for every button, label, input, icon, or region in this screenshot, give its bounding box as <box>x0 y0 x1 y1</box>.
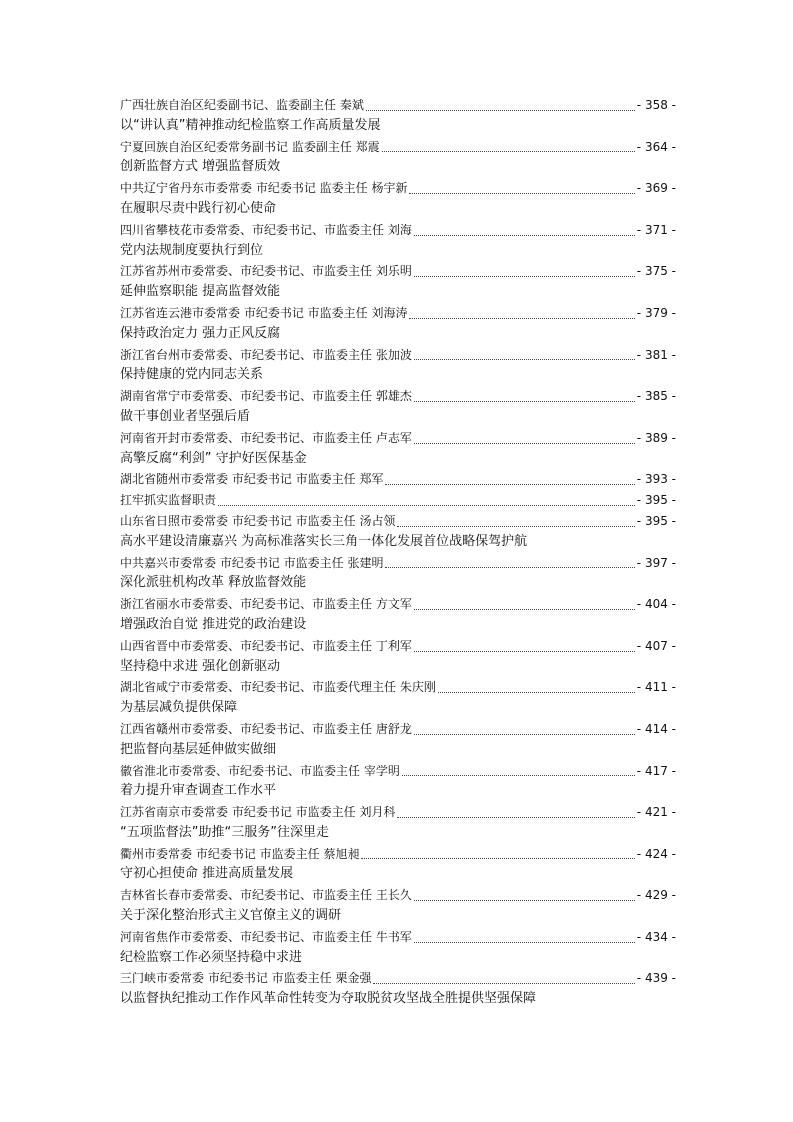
toc-title-entry[interactable]: 关于深化整治形式主义官僚主义的调研 <box>120 908 342 924</box>
dot-leader <box>414 400 635 402</box>
toc-entry-text: 四川省攀枝花市委常委、市纪委书记、市监委主任 刘海 <box>120 222 412 237</box>
toc-page-number: - 414 - <box>636 721 676 736</box>
toc-entry-text: 江苏省苏州市委常委、市纪委书记、市监委主任 刘乐明 <box>120 264 412 279</box>
toc-author-entry[interactable] <box>120 636 676 657</box>
toc-page-number: - 385 - <box>636 389 676 404</box>
dot-leader <box>414 358 635 360</box>
toc-entry-text: 中共辽宁省丹东市委常委 市纪委书记 监委主任 杨宇新 <box>120 181 408 196</box>
toc-entry-text: 河南省焦作市委常委、市纪委书记、市监委主任 牛书军 <box>120 929 412 944</box>
toc-page-number: - 379 - <box>636 305 676 320</box>
dot-leader <box>409 192 634 194</box>
toc-entry-text: 湖南省常宁市委常委、市纪委书记、市监委主任 郭雄杰 <box>120 389 412 404</box>
toc-page-number: - 407 - <box>636 638 676 653</box>
dot-leader <box>409 317 634 319</box>
toc-author-entry[interactable] <box>120 719 676 740</box>
dot-leader <box>414 899 635 901</box>
toc-entry-text: 山东省日照市委常委 市纪委书记 市监委主任 汤占领 <box>120 513 396 528</box>
toc-title-entry[interactable]: 高水平建设清廉嘉兴 为高标准落实长三角一体化发展首位战略保驾护航 <box>120 533 528 549</box>
toc-title-entry[interactable]: 深化派驻机构改革 释放监督效能 <box>120 575 307 591</box>
toc-page-number: - 411 - <box>636 680 676 695</box>
toc-author-entry[interactable] <box>120 553 676 574</box>
toc-page-number: - 429 - <box>636 888 676 903</box>
toc-entry-text: 徽省淮北市委常委、市纪委书记、市监委主任 宰学明 <box>120 763 400 778</box>
toc-author-entry[interactable] <box>120 303 676 324</box>
toc-author-entry[interactable] <box>120 968 676 989</box>
toc-page-number: - 434 - <box>636 929 676 944</box>
toc-author-entry[interactable] <box>120 345 676 366</box>
toc-page-number: - 381 - <box>636 347 676 362</box>
toc-title-entry[interactable]: 纪检监察工作必须坚持稳中求进 <box>120 949 303 965</box>
toc-author-entry[interactable] <box>120 885 676 906</box>
toc-author-entry[interactable] <box>120 178 676 199</box>
toc-author-entry[interactable] <box>120 594 676 615</box>
dot-leader <box>361 857 634 859</box>
toc-entry-text: 中共嘉兴市委常委 市纪委书记 市监委主任 张建明 <box>120 555 384 570</box>
toc-author-entry[interactable] <box>120 261 676 282</box>
toc-author-entry[interactable] <box>120 677 676 698</box>
toc-title-entry[interactable]: 增强政治自觉 推进党的政治建设 <box>120 616 307 632</box>
toc-entry-text: 河南省开封市委常委、市纪委书记、市监委主任 卢志军 <box>120 430 412 445</box>
toc-page-number: - 424 - <box>636 846 676 861</box>
toc-page-number: - 389 - <box>636 430 676 445</box>
dot-leader <box>385 566 634 568</box>
table-of-contents <box>120 95 676 1010</box>
toc-author-entry[interactable] <box>120 927 676 948</box>
toc-title-entry[interactable]: 创新监督方式 增强监督质效 <box>120 159 281 175</box>
toc-title-entry[interactable]: 坚持稳中求进 强化创新驱动 <box>120 658 281 674</box>
toc-author-entry[interactable] <box>120 428 676 449</box>
dot-leader <box>414 608 635 610</box>
toc-page-number: - 371 - <box>636 222 676 237</box>
toc-title-entry[interactable]: 以“讲认真”精神推动纪检监察工作高质量发展 <box>120 117 381 133</box>
toc-page-number: - 404 - <box>636 597 676 612</box>
toc-author-entry[interactable] <box>120 490 676 511</box>
toc-author-entry[interactable] <box>120 761 676 782</box>
toc-title-entry[interactable]: 在履职尽责中践行初心使命 <box>120 200 277 216</box>
toc-title-entry[interactable]: 以监督执纪推动工作作风革命性转变为夺取脱贫攻坚战全胜提供坚强保障 <box>120 991 537 1007</box>
toc-title-entry[interactable]: 着力提升审查调查工作水平 <box>120 783 277 799</box>
toc-author-entry[interactable] <box>120 220 676 241</box>
dot-leader <box>382 150 635 152</box>
toc-title-entry[interactable]: 党内法规制度要执行到位 <box>120 242 264 258</box>
toc-title-entry[interactable]: 高擎反腐“利剑” 守护好医保基金 <box>120 450 307 466</box>
toc-author-entry[interactable] <box>120 802 676 823</box>
toc-entry-text: 湖北省随州市委常委 市纪委书记 市监委主任 郑军 <box>120 472 384 487</box>
toc-title-entry[interactable]: 为基层减负提供保障 <box>120 700 238 716</box>
toc-title-entry[interactable]: “五项监督法”助推“三服务”往深里走 <box>120 824 329 840</box>
dot-leader <box>385 483 634 485</box>
toc-title-entry[interactable]: 保持健康的党内同志关系 <box>120 367 264 383</box>
toc-entry-text: 江苏省南京市委常委 市纪委书记 市监委主任 刘月科 <box>120 805 396 820</box>
toc-page-number: - 421 - <box>636 805 676 820</box>
dot-leader <box>414 941 635 943</box>
toc-entry-text: 湖北省咸宁市委常委、市纪委书记、市监委代理主任 朱庆刚 <box>120 680 436 695</box>
dot-leader <box>402 774 635 776</box>
toc-page-number: - 395 - <box>636 513 676 528</box>
toc-entry-text: 三门峡市委常委 市纪委书记 市监委主任 栗金强 <box>120 971 372 986</box>
dot-leader <box>218 504 635 506</box>
toc-page-number: - 395 - <box>636 493 676 508</box>
toc-page-number: - 417 - <box>636 763 676 778</box>
toc-author-entry[interactable] <box>120 511 676 532</box>
toc-page-number: - 439 - <box>636 971 676 986</box>
toc-entry-text: 浙江省丽水市委常委、市纪委书记、市监委主任 方文军 <box>120 597 412 612</box>
dot-leader <box>366 109 635 111</box>
toc-entry-text: 江苏省连云港市委常委 市纪委书记 市监委主任 刘海涛 <box>120 305 408 320</box>
dot-leader <box>373 982 634 984</box>
toc-entry-text: 宁夏回族自治区纪委常务副书记 监委副主任 郑震 <box>120 139 380 154</box>
toc-title-entry[interactable]: 延伸监察职能 提高监督效能 <box>120 284 281 300</box>
toc-title-entry[interactable]: 守初心担使命 推进高质量发展 <box>120 866 294 882</box>
dot-leader <box>414 275 635 277</box>
toc-page-number: - 358 - <box>636 98 676 112</box>
toc-title-entry[interactable]: 保持政治定力 强力正风反腐 <box>120 325 281 341</box>
toc-author-entry[interactable] <box>120 137 676 158</box>
toc-entry-text: 衢州市委常委 市纪委书记 市监委主任 蔡旭昶 <box>120 846 360 861</box>
dot-leader <box>414 234 635 236</box>
toc-author-entry[interactable] <box>120 469 676 490</box>
toc-entry-text: 广西壮族自治区纪委副书记、监委副主任 秦斌 <box>120 98 364 112</box>
toc-page-number: - 375 - <box>636 264 676 279</box>
toc-author-entry[interactable] <box>120 386 676 407</box>
toc-author-entry[interactable] <box>120 844 676 865</box>
dot-leader <box>397 816 634 818</box>
dot-leader <box>414 733 635 735</box>
toc-page-number: - 397 - <box>636 555 676 570</box>
toc-entry-text: 山西省晋中市委常委、市纪委书记、市监委主任 丁利军 <box>120 638 412 653</box>
toc-entry-text: 扛牢抓实监督职责 <box>120 493 217 508</box>
toc-author-entry[interactable] <box>120 95 676 116</box>
toc-page-number: - 393 - <box>636 472 676 487</box>
toc-entry-text: 吉林省长春市委常委、市纪委书记、市监委主任 王长久 <box>120 888 412 903</box>
toc-title-entry[interactable]: 把监督向基层延伸做实做细 <box>120 741 277 757</box>
toc-entry-text: 江西省赣州市委常委、市纪委书记、市监委主任 唐舒龙 <box>120 721 412 736</box>
toc-page-number: - 369 - <box>636 181 676 196</box>
toc-page-number: - 364 - <box>636 139 676 154</box>
dot-leader <box>438 691 635 693</box>
dot-leader <box>414 442 635 444</box>
dot-leader <box>414 650 635 652</box>
dot-leader <box>397 525 634 527</box>
toc-entry-text: 浙江省台州市委常委、市纪委书记、市监委主任 张加波 <box>120 347 412 362</box>
toc-title-entry[interactable]: 做干事创业者坚强后盾 <box>120 408 251 424</box>
